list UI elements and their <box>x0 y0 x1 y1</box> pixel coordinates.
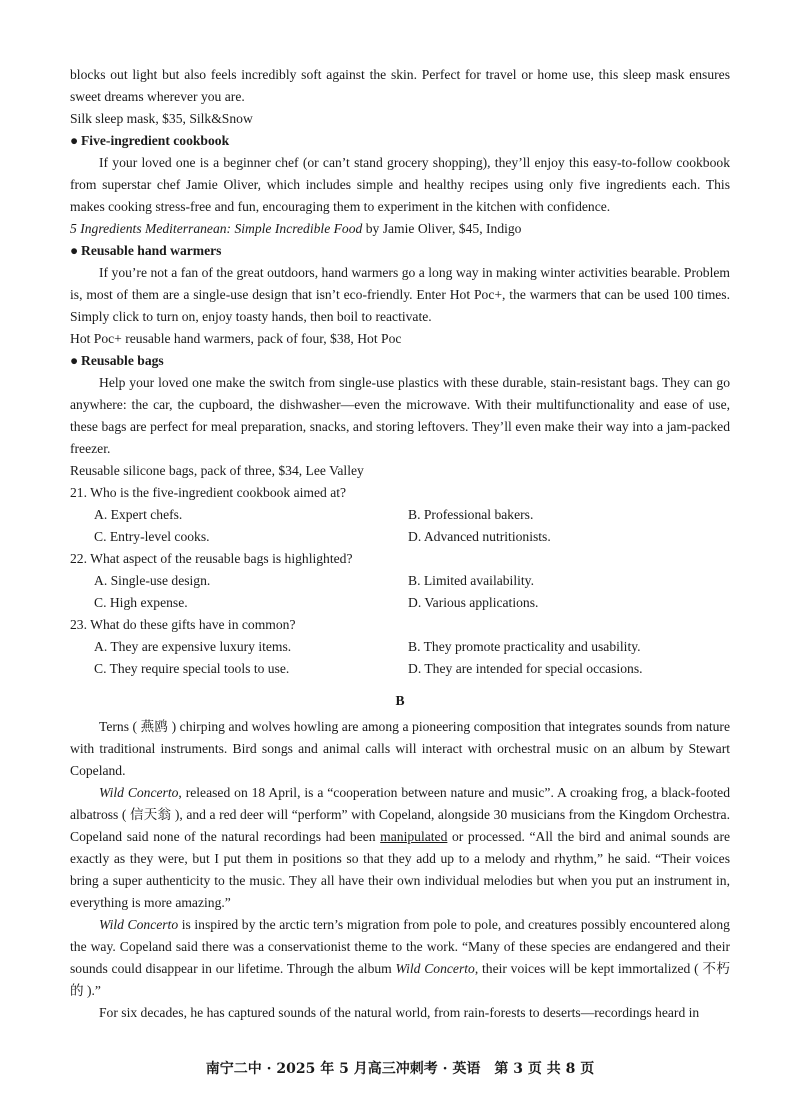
bullet-icon: ● <box>70 353 79 368</box>
question-stem: 23. What do these gifts have in common? <box>70 617 296 632</box>
heading-reusable-bags <box>70 350 730 372</box>
paragraph-sleep-mask: blocks out light but also feels incredibly soft against the skin. Perfect for travel or home use, this sleep mask ensures sweet dreams wherever you are. <box>70 67 730 104</box>
paragraph-b-2-text-a: , released on 18 April, is a “cooperation between nature and music”. A croaking frog, a black-footed albatross ( 信天翁 ), and a red deer will “perform” with Copeland, alongside 30 musicians from the Kingdom Orchestra. Copeland said none of the natural recordings had been <box>70 785 730 844</box>
option-a[interactable]: A. Single-use design. <box>94 573 211 588</box>
option-d[interactable]: D. Advanced nutritionists. <box>408 529 551 544</box>
option-a[interactable]: A. Expert chefs. <box>94 507 183 522</box>
heading-hand-warmers-text: Reusable hand warmers <box>81 243 222 258</box>
option-b[interactable]: B. Limited availability. <box>408 573 534 588</box>
caption-reusable-bags: Reusable silicone bags, pack of three, $34, Lee Valley <box>70 463 364 478</box>
paragraph-b-3-text-b: , their voices will be kept immortalized ( 不朽的 ).” <box>70 961 730 998</box>
paragraph-b-4: For six decades, he has captured sounds of the natural world, from rain-forests to deserts—recordings heard in <box>99 1005 700 1020</box>
question-23 <box>70 614 730 680</box>
caption-hand-warmers: Hot Poc+ reusable hand warmers, pack of four, $38, Hot Poc <box>70 331 402 346</box>
paragraph-b-1: Terns ( 燕鸥 ) chirping and wolves howling are among a pioneering composition that integrates sounds from nature with traditional instruments. Bird songs and animal calls will interact with orchestral music on an album by Stewart Copeland. <box>70 719 730 778</box>
question-stem: 22. What aspect of the reusable bags is highlighted? <box>70 551 353 566</box>
paragraph-b-3-text-a: is inspired by the arctic tern’s migration from pole to pole, and creatures possibly encountered along the way. Copeland said there was a conservationist theme to the work. “Many of these species are endangered and their sounds could disappear in our lifetime. Through the album <box>70 917 730 976</box>
page-footer: 南宁二中 · 2025 年 5 月高三冲刺考 · 英语 第 3 页 共 8 页 <box>205 1061 595 1077</box>
cookbook-caption-rest: by Jamie Oliver, $45, Indigo <box>362 221 522 236</box>
paragraph-b-3 <box>70 914 730 1002</box>
option-c[interactable]: C. Entry-level cooks. <box>94 529 210 544</box>
heading-hand-warmers <box>70 240 730 262</box>
caption-cookbook <box>70 218 730 240</box>
paragraph-b-2-text-b: or processed. “All the bird and animal sounds are exactly as they were, but I put them in positions so that they add up to a melody and rhythm,” he said. “Their voices bring a super authenticity to the music. They all have their own individual melodies but when you put an instrument in, everything is more amazing.” <box>70 829 730 910</box>
album-title: Wild Concerto <box>99 785 179 800</box>
paragraph-b-2 <box>70 782 730 914</box>
paragraph-hand-warmers: If you’re not a fan of the great outdoors, hand warmers go a long way in making winter activities bearable. Problem is, most of them are a single-use design that isn’t eco-friendly. Enter Hot Poc+, the warmers that can be used 100 times. Simply click to turn on, enjoy toasty hands, then boil to reactivate. <box>70 265 730 324</box>
album-title: Wild Concerto <box>99 917 179 932</box>
section-b-title: B <box>395 693 405 708</box>
bullet-icon: ● <box>70 243 79 258</box>
option-b[interactable]: B. Professional bakers. <box>408 507 534 522</box>
option-d[interactable]: D. Various applications. <box>408 595 539 610</box>
paragraph-cookbook: If your loved one is a beginner chef (or can’t stand grocery shopping), they’ll enjoy this easy-to-follow cookbook from superstar chef Jamie Oliver, which includes simple and healthy recipes using only five ingredients each. This makes cooking stress-free and fun, encouraging them to experiment in the kitchen with confidence. <box>70 155 730 214</box>
album-title: Wild Concerto <box>395 961 475 976</box>
underlined-word: manipulated <box>380 829 448 844</box>
cookbook-title: 5 Ingredients Mediterranean: Simple Incredible Food <box>70 221 363 236</box>
option-d[interactable]: D. They are intended for special occasions. <box>408 661 643 676</box>
heading-cookbook-text: Five-ingredient cookbook <box>81 133 230 148</box>
heading-reusable-bags-text: Reusable bags <box>81 353 164 368</box>
bullet-icon: ● <box>70 133 79 148</box>
question-22 <box>70 548 730 614</box>
option-b[interactable]: B. They promote practicality and usability. <box>408 639 641 654</box>
paragraph-reusable-bags: Help your loved one make the switch from single-use plastics with these durable, stain-resistant bags. They can go anywhere: the car, the cupboard, the dishwasher—even the microwave. With their multifunctionality and ease of use, these bags are perfect for meal preparation, snacks, and storing leftovers. They’ll even make their way into a jam-packed freezer. <box>70 375 730 456</box>
question-21 <box>70 482 730 548</box>
question-stem: 21. Who is the five-ingredient cookbook aimed at? <box>70 485 347 500</box>
caption-sleep-mask: Silk sleep mask, $35, Silk&Snow <box>70 111 253 126</box>
page-content <box>70 64 730 1024</box>
heading-cookbook <box>70 130 730 152</box>
option-c[interactable]: C. They require special tools to use. <box>94 661 290 676</box>
option-c[interactable]: C. High expense. <box>94 595 188 610</box>
option-a[interactable]: A. They are expensive luxury items. <box>94 639 292 654</box>
